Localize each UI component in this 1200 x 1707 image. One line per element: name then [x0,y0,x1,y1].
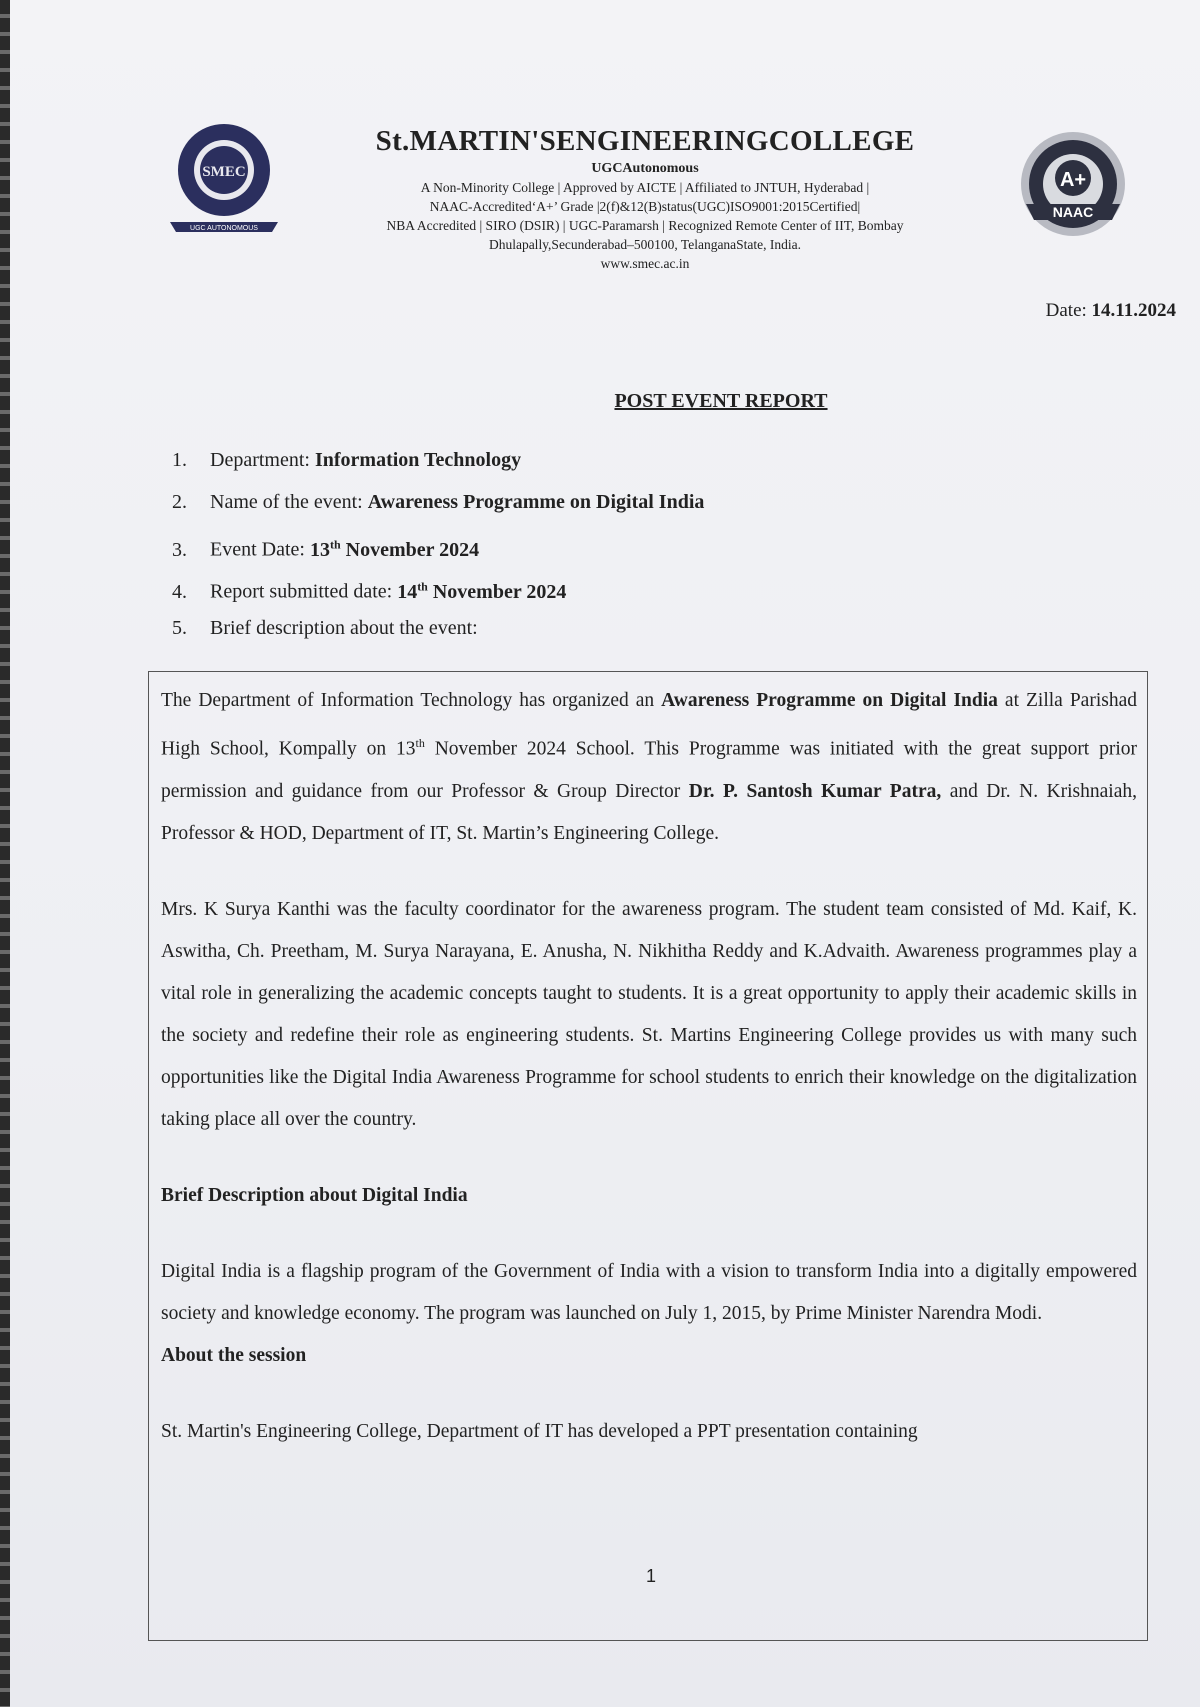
header-line-3: NBA Accredited | SIRO (DSIR) | UGC-Paramarsh | Recognized Remote Center of IIT, Bombay [386,218,904,233]
paragraph-digital-india: Digital India is a flagship program of the Government of India with a vision to transform India into a digitally empowered society and knowledge economy. The program was launched on July 1, 2015, by Prime Minister Narendra Modi. [161,1260,1137,1324]
header-line-1: A Non-Minority College | Approved by AICTE | Affiliated to JNTUH, Hyderabad | [420,180,870,195]
list-item: 5. Brief description about the event: [172,617,478,639]
event-details-list [172,446,1072,656]
header-line-4: Dhulapally,Secunderabad–500100, TelanganaState, India. [488,237,802,252]
paragraph-intro: The Department of Information Technology has organized an Awareness Programme on Digital India at Zilla Parishad High School, Kompally on 13th November 2024 School. This Programme was initiated with the great support prior permission and guidance from our Professor & Group Director Dr. P. Santosh Kumar Patra, and Dr. N. Krishnaiah, Professor & HOD, Department of IT, St. Martin’s Engineering College. [161,690,1137,844]
paragraph-team: Mrs. K Surya Kanthi was the faculty coordinator for the awareness program. The student team consisted of Md. Kaif, K. Aswitha, Ch. Preetham, M. Surya Narayana, E. Anusha, N. Nikhitha Reddy and K.Advaith. Awareness programmes play a vital role in generalizing the academic concepts taught to students. It is a great opportunity to apply their academic skills in the society and redefine their role as engineering students. St. Martins Engineering College provides us with many such opportunities like the Digital India Awareness Programme for school students to enrich their knowledge on the digitalization taking place all over the country. [161,898,1137,1130]
scan-edge [0,0,10,1707]
report-date: Date: 14.11.2024 [1045,300,1176,321]
logo-center-text: SMEC [202,164,246,180]
list-item: 3. Event Date: 13th November 2024 [172,537,480,561]
naac-grade: A+ [1059,169,1087,191]
naac-logo [1008,124,1138,250]
header-line-2: NAAC-Accredited‘A+’ Grade |2(f)&12(B)status(UGC)ISO9001:2015Certified| [429,199,861,214]
letterhead [280,124,1010,273]
website: www.smec.ac.in [600,256,690,271]
college-name: St.MARTIN'SENGINEERINGCOLLEGE [375,125,915,157]
page-number: 1 [645,1566,656,1586]
autonomous-label: UGCAutonomous [591,161,699,176]
heading-digital-india: Brief Description about Digital India [161,1184,468,1206]
report-title: POST EVENT REPORT [614,390,828,412]
list-item: 2. Name of the event: Awareness Programme on Digital India [172,491,705,513]
list-item: 4. Report submitted date: 14th November 2024 [172,579,567,603]
description-box [148,671,1148,1641]
logo-bottom-text: UGC AUTONOMOUS [190,225,258,232]
college-logo [168,120,280,240]
paragraph-session: St. Martin's Engineering College, Department of IT has developed a PPT presentation containing [161,1420,918,1442]
naac-text: NAAC [1052,204,1094,220]
heading-session: About the session [161,1344,307,1366]
list-item: 1. Department: Information Technology [172,449,522,471]
